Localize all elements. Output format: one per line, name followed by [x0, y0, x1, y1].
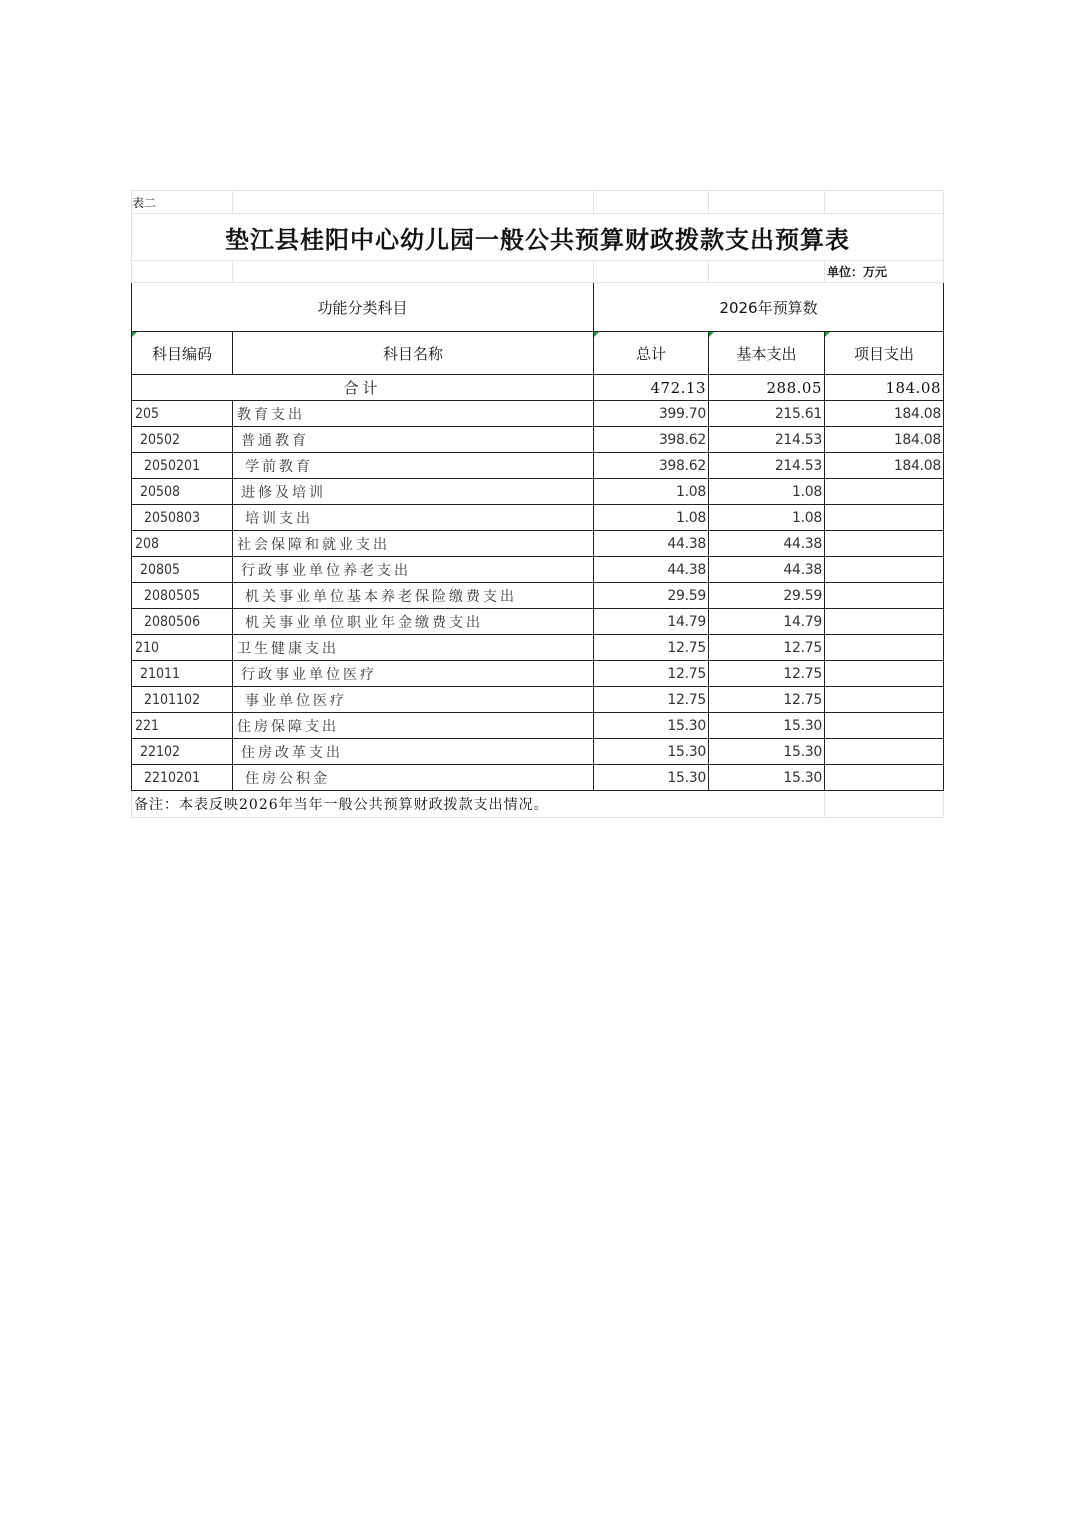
row-code: 20502: [132, 427, 233, 453]
row-total: 12.75: [594, 687, 709, 713]
row-project: [825, 713, 944, 739]
row-code: 221: [132, 713, 233, 739]
row-project: [825, 739, 944, 765]
row-project: [825, 479, 944, 505]
row-total: 15.30: [594, 713, 709, 739]
row-project: [825, 583, 944, 609]
row-basic: 12.75: [709, 635, 825, 661]
row-total: 29.59: [594, 583, 709, 609]
row-total: 398.62: [594, 427, 709, 453]
row-code: 2050803: [132, 505, 233, 531]
row-project: [825, 765, 944, 791]
row-basic: 44.38: [709, 531, 825, 557]
budget-table: [131, 190, 944, 818]
header-total: 总计: [594, 332, 709, 375]
table-row: [132, 505, 944, 531]
row-code: 2210201: [132, 765, 233, 791]
row-name: 教育支出: [233, 401, 594, 427]
table-row: [132, 661, 944, 687]
table-row: [132, 687, 944, 713]
table-row: [132, 635, 944, 661]
table-row: [132, 479, 944, 505]
table-row: [132, 609, 944, 635]
row-name: 社会保障和就业支出: [233, 531, 594, 557]
table-row: [132, 713, 944, 739]
table-row: [132, 531, 944, 557]
total-label: 合计: [132, 375, 594, 401]
row-total: 12.75: [594, 661, 709, 687]
row-basic: 44.38: [709, 557, 825, 583]
row-project: [825, 557, 944, 583]
row-name: 进修及培训: [233, 479, 594, 505]
row-code: 208: [132, 531, 233, 557]
row-code: 2101102: [132, 687, 233, 713]
total-basic: 288.05: [709, 375, 825, 401]
page-title: 垫江县桂阳中心幼儿园一般公共预算财政拨款支出预算表: [132, 214, 944, 261]
row-project: [825, 609, 944, 635]
unit-label: 单位：万元: [825, 261, 944, 283]
row-basic: 1.08: [709, 505, 825, 531]
unit-row: [132, 261, 944, 283]
table-row: [132, 739, 944, 765]
row-total: 1.08: [594, 479, 709, 505]
row-basic: 214.53: [709, 427, 825, 453]
row-code: 22102: [132, 739, 233, 765]
header-project: 项目支出: [825, 332, 944, 375]
row-project: 184.08: [825, 427, 944, 453]
header-group-row: [132, 283, 944, 332]
row-name: 住房公积金: [233, 765, 594, 791]
row-total: 14.79: [594, 609, 709, 635]
table-row: [132, 427, 944, 453]
total-row: [132, 375, 944, 401]
budget-sheet: [131, 190, 943, 818]
footnote: 备注：本表反映2026年当年一般公共预算财政拨款支出情况。: [132, 791, 825, 818]
row-name: 培训支出: [233, 505, 594, 531]
row-project: 184.08: [825, 401, 944, 427]
header-basic: 基本支出: [709, 332, 825, 375]
sheet-label: 表二: [132, 191, 233, 214]
row-name: 机关事业单位职业年金缴费支出: [233, 609, 594, 635]
row-project: [825, 687, 944, 713]
row-code: 210: [132, 635, 233, 661]
total-sum: 472.13: [594, 375, 709, 401]
table-row: [132, 557, 944, 583]
row-code: 21011: [132, 661, 233, 687]
row-total: 1.08: [594, 505, 709, 531]
row-name: 卫生健康支出: [233, 635, 594, 661]
row-code: 2050201: [132, 453, 233, 479]
row-name: 住房改革支出: [233, 739, 594, 765]
row-project: [825, 531, 944, 557]
row-basic: 15.30: [709, 713, 825, 739]
row-code: 20508: [132, 479, 233, 505]
row-basic: 14.79: [709, 609, 825, 635]
row-basic: 215.61: [709, 401, 825, 427]
row-name: 事业单位医疗: [233, 687, 594, 713]
header-name: 科目名称: [233, 332, 594, 375]
row-code: 2080505: [132, 583, 233, 609]
row-basic: 12.75: [709, 661, 825, 687]
table-row: [132, 401, 944, 427]
row-project: [825, 505, 944, 531]
row-name: 行政事业单位医疗: [233, 661, 594, 687]
row-total: 15.30: [594, 765, 709, 791]
row-total: 399.70: [594, 401, 709, 427]
title-row: [132, 214, 944, 261]
row-total: 398.62: [594, 453, 709, 479]
row-basic: 214.53: [709, 453, 825, 479]
row-basic: 1.08: [709, 479, 825, 505]
header-code: 科目编码: [132, 332, 233, 375]
total-project: 184.08: [825, 375, 944, 401]
row-project: [825, 661, 944, 687]
row-name: 机关事业单位基本养老保险缴费支出: [233, 583, 594, 609]
row-total: 44.38: [594, 531, 709, 557]
row-project: 184.08: [825, 453, 944, 479]
row-name: 普通教育: [233, 427, 594, 453]
table-row: [132, 453, 944, 479]
table-row: [132, 583, 944, 609]
row-total: 44.38: [594, 557, 709, 583]
row-total: 12.75: [594, 635, 709, 661]
row-basic: 12.75: [709, 687, 825, 713]
row-code: 2080506: [132, 609, 233, 635]
row-name: 学前教育: [233, 453, 594, 479]
row-code: 205: [132, 401, 233, 427]
sheet-label-row: [132, 191, 944, 214]
note-row: [132, 791, 944, 818]
table-row: [132, 765, 944, 791]
row-basic: 15.30: [709, 765, 825, 791]
row-basic: 15.30: [709, 739, 825, 765]
row-basic: 29.59: [709, 583, 825, 609]
header-column-row: [132, 332, 944, 375]
row-project: [825, 635, 944, 661]
row-name: 住房保障支出: [233, 713, 594, 739]
header-budget-year: 2026年预算数: [594, 283, 944, 332]
row-code: 20805: [132, 557, 233, 583]
header-functional-classification: 功能分类科目: [132, 283, 594, 332]
row-name: 行政事业单位养老支出: [233, 557, 594, 583]
row-total: 15.30: [594, 739, 709, 765]
